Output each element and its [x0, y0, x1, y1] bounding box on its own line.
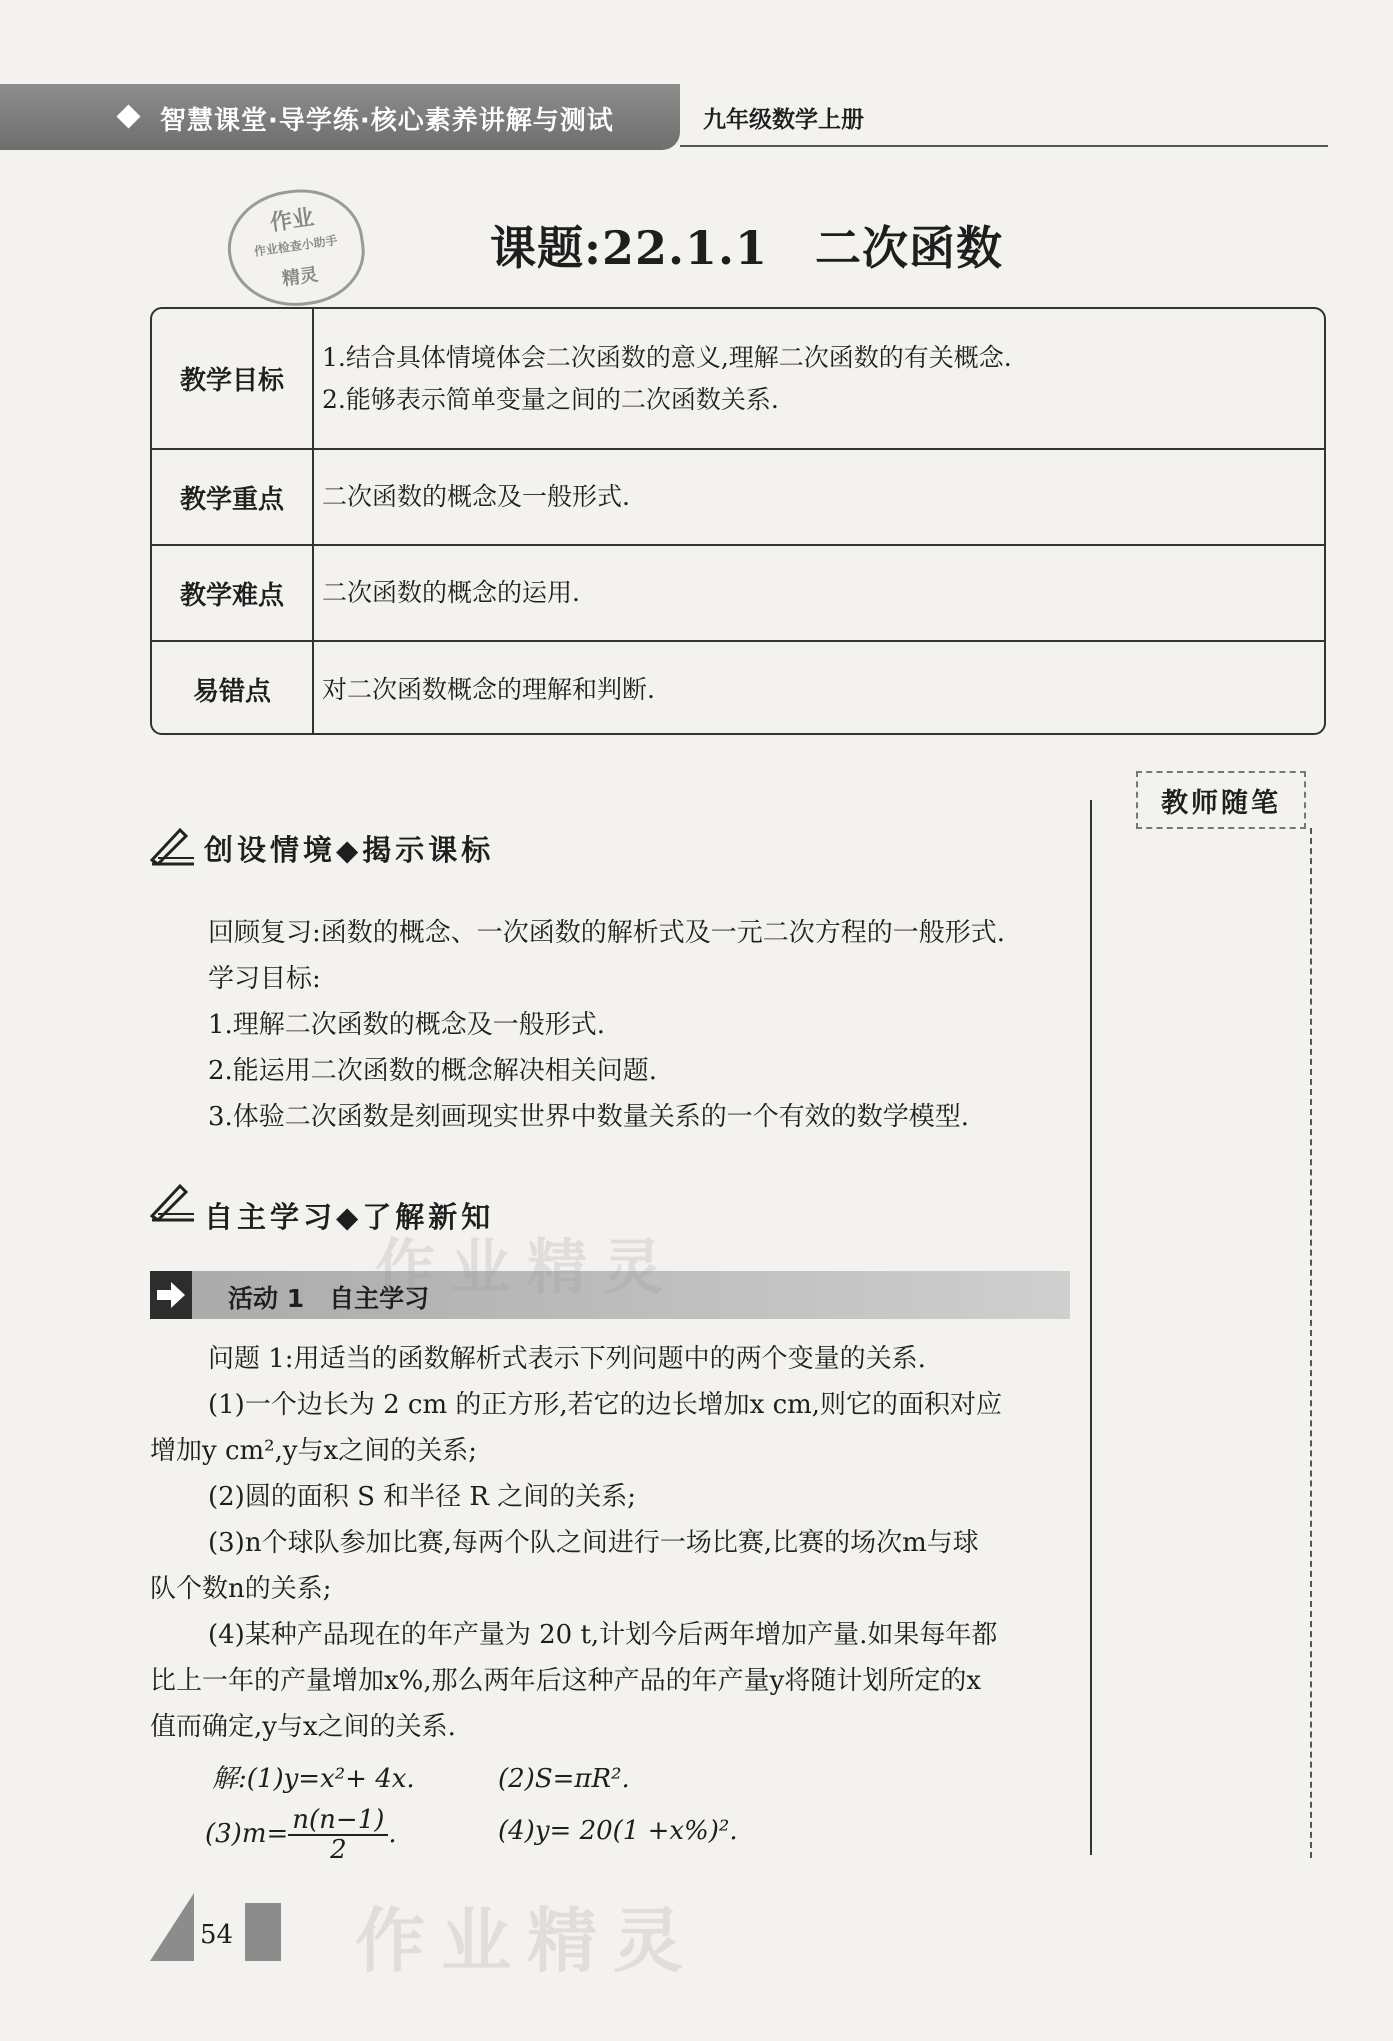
- solution-3-prefix: (3)m=: [205, 1819, 289, 1849]
- watermark: 作业精灵: [375, 1233, 679, 1303]
- problem-line: 增加y cm²,y与x之间的关系;: [150, 1436, 477, 1466]
- fraction: [288, 1806, 388, 1864]
- problem-line: (4)某种产品现在的年产量为 20 t,计划今后两年增加产量.如果每年都: [208, 1620, 998, 1650]
- row-content: [322, 546, 1314, 640]
- stamp-line1: 作业: [268, 204, 316, 237]
- fraction-denominator: 2: [330, 1835, 347, 1865]
- series-title: 智慧课堂·导学练·核心素养讲解与测试: [160, 106, 614, 136]
- book-title: 九年级数学上册: [703, 106, 864, 133]
- problem-line: (1)一个边长为 2 cm 的正方形,若它的边长增加x cm,则它的面积对应: [208, 1390, 1003, 1420]
- problem-line: 比上一年的产量增加x%,那么两年后这种产品的年产量y将随计划所定的x: [150, 1666, 981, 1696]
- goal-item: 3.体验二次函数是刻画现实世界中数量关系的一个有效的数学模型.: [208, 1102, 970, 1132]
- section-heading-context: 创设情境◆揭示课标: [204, 833, 495, 867]
- table-row: [152, 642, 1324, 735]
- header-divider: [680, 145, 1328, 147]
- row-line: 二次函数的概念的运用.: [322, 578, 580, 607]
- row-label: 教学目标: [152, 309, 314, 448]
- stamp-line3: 精灵: [280, 264, 320, 291]
- table-row: [152, 450, 1324, 546]
- review-text: 回顾复习:函数的概念、一次函数的解析式及一元二次方程的一般形式.: [208, 918, 1006, 948]
- pen-icon: [150, 826, 196, 866]
- pen-icon: [150, 1182, 196, 1222]
- watermark: 作业精灵: [355, 1899, 699, 1982]
- row-line: 1.结合具体情境体会二次函数的意义,理解二次函数的有关概念.: [322, 342, 1012, 372]
- goals-title: 学习目标:: [208, 964, 321, 994]
- problem-line: 问题 1:用适当的函数解析式表示下列问题中的两个变量的关系.: [208, 1344, 926, 1374]
- row-label: 教学重点: [152, 450, 314, 544]
- goal-item: 2.能运用二次函数的概念解决相关问题.: [208, 1056, 658, 1086]
- row-line: 对二次函数概念的理解和判断.: [322, 674, 655, 704]
- objectives-table: [150, 307, 1326, 735]
- stamp-line2: 作业检查小助手: [253, 233, 339, 259]
- row-content: [322, 642, 1314, 735]
- table-row: [152, 546, 1324, 642]
- row-label: 教学难点: [152, 546, 314, 640]
- margin-divider: [1090, 800, 1092, 1855]
- solution-3: [205, 1806, 397, 1864]
- goal-item: 1.理解二次函数的概念及一般形式.: [208, 1010, 606, 1040]
- table-row: [152, 309, 1324, 450]
- row-label: 易错点: [152, 642, 314, 735]
- problem-line: 队个数n的关系;: [150, 1574, 332, 1604]
- problem-line: (3)n个球队参加比赛,每两个队之间进行一场比赛,比赛的场次m与球: [208, 1528, 979, 1558]
- diamond-icon: [116, 104, 140, 128]
- row-line: 2.能够表示简单变量之间的二次函数关系.: [322, 384, 779, 414]
- page-title: 课题:22.1.1 二次函数: [490, 221, 1004, 275]
- row-content: [322, 309, 1314, 448]
- header-bar: [0, 84, 680, 150]
- problem-line: 值而确定,y与x之间的关系.: [150, 1712, 456, 1742]
- teacher-notes-label: 教师随笔: [1136, 771, 1306, 829]
- section-heading-study: 自主学习◆了解新知: [204, 1200, 495, 1234]
- page-number: 54: [200, 1920, 234, 1950]
- activity-label: 活动 1 自主学习: [228, 1284, 430, 1313]
- stamp-logo: [221, 181, 372, 315]
- problem-line: (2)圆的面积 S 和半径 R 之间的关系;: [208, 1482, 637, 1512]
- row-content: [322, 450, 1314, 544]
- footer-triangle: [150, 1893, 194, 1961]
- solution-4: (4)y= 20(1 +x%)².: [498, 1816, 738, 1846]
- solution-2: (2)S=πR².: [498, 1764, 630, 1794]
- solution-1: 解:(1)y=x²+ 4x.: [212, 1764, 415, 1794]
- fraction-numerator: n(n−1): [288, 1806, 388, 1836]
- solution-3-suffix: .: [388, 1819, 397, 1849]
- footer-block: [245, 1903, 281, 1961]
- row-line: 二次函数的概念及一般形式.: [322, 482, 630, 511]
- notes-dashed-line: [1310, 828, 1312, 1858]
- arrow-right-icon: [150, 1271, 192, 1319]
